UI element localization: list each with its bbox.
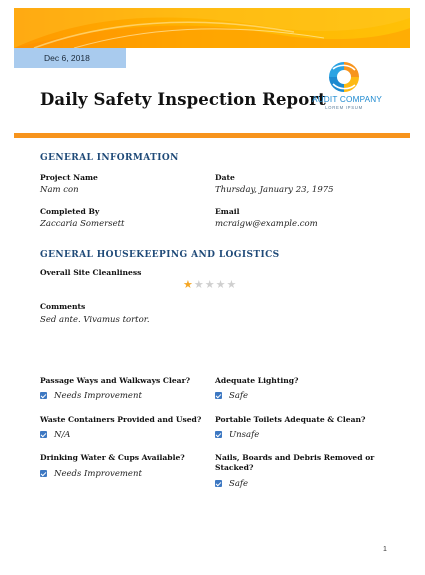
section-heading-housekeeping: GENERAL HOUSEKEEPING AND LOGISTICS — [40, 250, 280, 260]
date-label: Date — [215, 173, 235, 182]
checkbox-checked-icon[interactable] — [40, 431, 47, 438]
checkbox-checked-icon[interactable] — [40, 392, 47, 399]
answer-checkbox-row[interactable] — [215, 390, 248, 401]
answer-checkbox-row[interactable] — [40, 429, 70, 440]
checkbox-checked-icon[interactable] — [215, 392, 222, 399]
comments-label: Comments — [40, 302, 86, 311]
star-empty-icon[interactable]: ★ — [215, 278, 226, 291]
star-empty-icon[interactable]: ★ — [226, 278, 237, 291]
date-value: Thursday, January 23, 1975 — [215, 185, 334, 195]
report-date-tab: Dec 6, 2018 — [14, 48, 126, 68]
email-label: Email — [215, 207, 240, 216]
star-empty-icon[interactable]: ★ — [193, 278, 204, 291]
answer-checkbox-row[interactable] — [215, 429, 259, 440]
logo-tagline: LOREM IPSUM — [325, 105, 363, 110]
question-label: Waste Containers Provided and Used? — [40, 415, 202, 424]
completed-by-value: Zaccaria Somersett — [40, 219, 125, 229]
star-empty-icon[interactable]: ★ — [204, 278, 215, 291]
answer-text: Needs Improvement — [54, 390, 142, 401]
checkbox-checked-icon[interactable] — [215, 431, 222, 438]
email-value: mcraigw@example.com — [215, 219, 318, 229]
logo-company-name: AUDIT COMPANY — [312, 95, 383, 104]
comments-value: Sed ante. Vivamus tortor. — [40, 315, 150, 325]
star-filled-icon[interactable]: ★ — [183, 278, 193, 291]
project-name-value: Nam con — [40, 185, 79, 195]
answer-checkbox-row[interactable] — [40, 390, 142, 401]
checkbox-checked-icon[interactable] — [215, 480, 222, 487]
question-label: Adequate Lighting? — [215, 376, 299, 385]
question-label: Passage Ways and Walkways Clear? — [40, 376, 191, 385]
site-cleanliness-label: Overall Site Cleanliness — [40, 268, 142, 277]
answer-text: Unsafe — [229, 429, 260, 440]
company-logo — [312, 60, 383, 122]
project-name-label: Project Name — [40, 173, 98, 182]
question-label: Portable Toilets Adequate & Clean? — [215, 415, 366, 424]
answer-text: Needs Improvement — [54, 468, 142, 479]
question-label: Drinking Water & Cups Available? — [40, 453, 185, 462]
header-banner — [14, 8, 410, 48]
answer-text: Safe — [229, 390, 249, 401]
checkbox-checked-icon[interactable] — [40, 470, 47, 477]
answer-checkbox-row[interactable] — [215, 478, 248, 489]
answer-text: Safe — [229, 478, 249, 489]
answer-checkbox-row[interactable] — [40, 468, 142, 479]
completed-by-label: Completed By — [40, 207, 100, 216]
page-title: Daily Safety Inspection Report — [40, 90, 326, 109]
page-number: 1 — [383, 546, 387, 553]
answer-text: N/A — [54, 429, 71, 440]
section-heading-general-information: GENERAL INFORMATION — [40, 153, 179, 163]
banner-swoosh-graphic — [14, 8, 410, 48]
site-cleanliness-rating[interactable] — [183, 280, 236, 290]
question-label: Nails, Boards and Debris Removed or Stacked? — [215, 453, 375, 472]
audit-company-logo-icon — [327, 60, 361, 94]
header-divider — [14, 133, 410, 138]
